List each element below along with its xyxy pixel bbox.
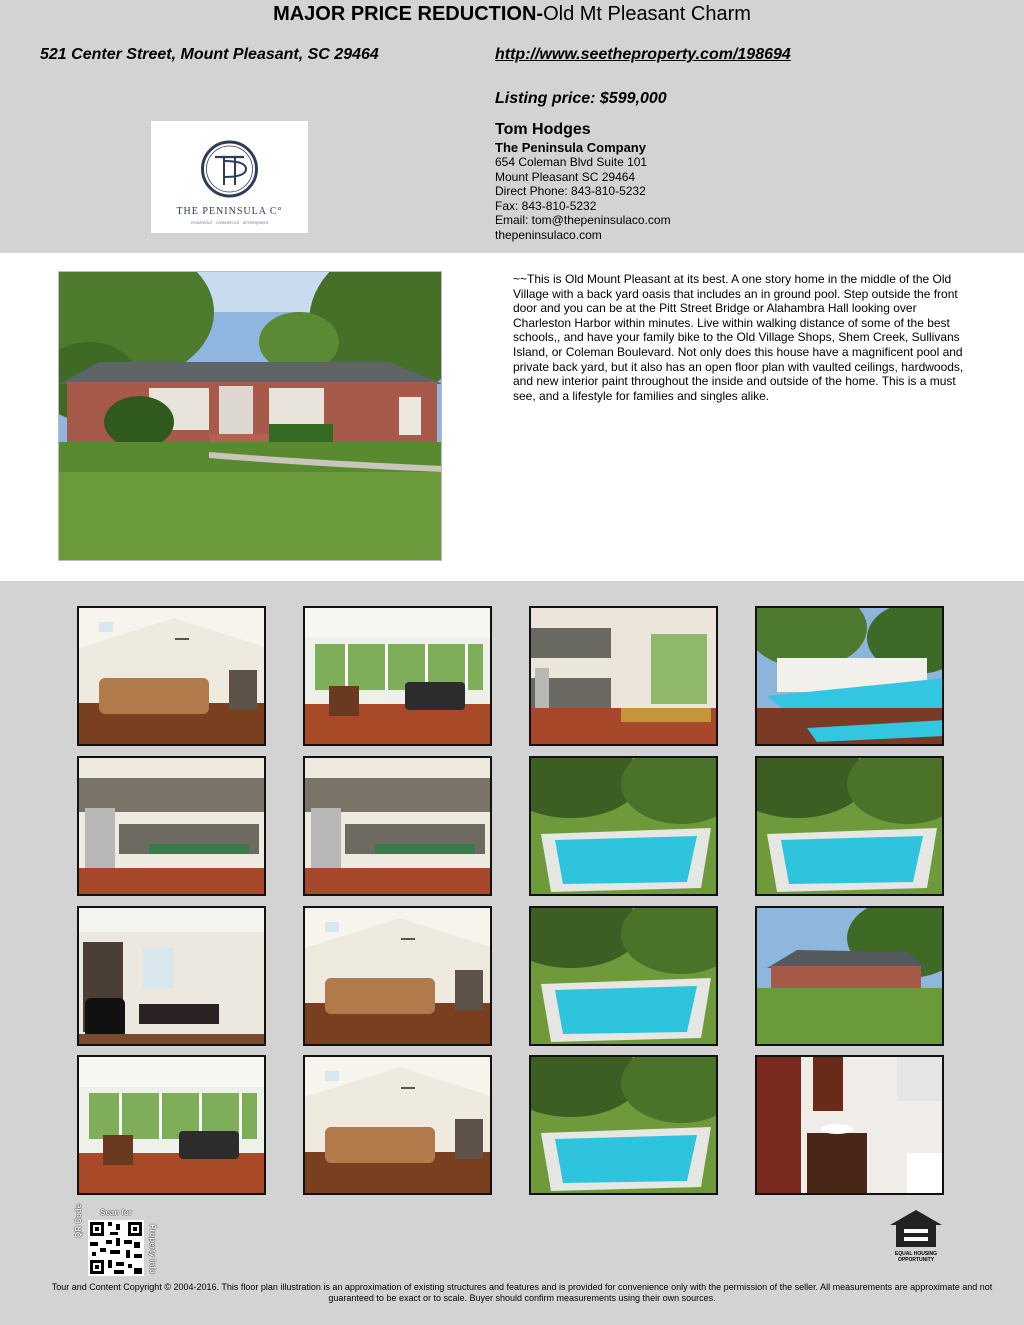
gallery-photo-kitchen-dining[interactable] bbox=[529, 606, 718, 746]
eho-line2: OPPORTUNITY bbox=[897, 1257, 935, 1263]
gallery-photo-kitchen[interactable] bbox=[77, 756, 266, 896]
gallery-photo-pool-deck[interactable] bbox=[755, 606, 944, 746]
agent-name: Tom Hodges bbox=[495, 121, 591, 138]
agent-contact bbox=[495, 120, 671, 243]
title-bold: MAJOR PRICE REDUCTION- bbox=[273, 3, 544, 25]
gallery-photo-office[interactable] bbox=[77, 906, 266, 1046]
title-rest: Old Mt Pleasant Charm bbox=[543, 3, 751, 25]
qr-code-icon bbox=[76, 1208, 156, 1280]
gallery-photo-pool[interactable] bbox=[755, 756, 944, 896]
qr-caption-top: Scan for bbox=[100, 1208, 133, 1217]
gallery-photo-sunroom[interactable] bbox=[303, 606, 492, 746]
property-description: ~~This is Old Mount Pleasant at its best. A one story home in the middle of the Old Village with a back yard oasis that includes an in ground pool. Step outside the front door and you can be at the Pitt Street Bridge or Alahambra Hall looking over Charleston Harbor within minutes. Live within walking distance of some of the best schools,, and have your family bike to the Old Village Shops, Shem Creek, Sullivans Island, or Coleman Boulevard. Not only does this house have a magnificent pool and private back yard, but it also has an open floor plan with vaulted ceilings, hardwoods, and new interior paint throughout the inside and outside of the home. This is a must see, and a lifestyle for families and singles alike. bbox=[513, 272, 964, 403]
logo-tagline: residential · commercial · development bbox=[190, 221, 269, 226]
copyright-notice: Tour and Content Copyright © 2004-2016. This floor plan illustration is an approximation of existing structures and features and is provided for convenience only with the permission of the seller. All measurements are approximate and not guaranteed to be exact or to scale. Buyer should confirm measurements using their own sources. bbox=[51, 1282, 993, 1303]
qr-caption-left: QR Code bbox=[74, 1203, 83, 1238]
agent-email[interactable]: Email: tom@thepeninsulaco.com bbox=[495, 213, 671, 228]
listing-price: Listing price: $599,000 bbox=[495, 90, 667, 107]
company-logo bbox=[151, 121, 308, 233]
gallery-photo-living-room[interactable] bbox=[77, 606, 266, 746]
logo-wordmark: THE PENINSULA C° bbox=[176, 206, 283, 217]
gallery-photo-house-exterior[interactable] bbox=[755, 906, 944, 1046]
qr-caption-right: Property Info bbox=[148, 1224, 157, 1274]
equal-housing-icon bbox=[886, 1207, 946, 1251]
equal-housing-logo bbox=[886, 1207, 946, 1267]
agent-fax: Fax: 843-810-5232 bbox=[495, 198, 597, 213]
agent-address-line1: 654 Coleman Blvd Suite 101 bbox=[495, 155, 648, 169]
gallery-photo-kitchen[interactable] bbox=[303, 756, 492, 896]
agent-company: The Peninsula Company bbox=[495, 140, 646, 155]
gallery-photo-pool[interactable] bbox=[529, 756, 718, 896]
gallery-photo-pool[interactable] bbox=[529, 1055, 718, 1195]
agent-address-line2: Mount Pleasant SC 29464 bbox=[495, 169, 636, 184]
gallery-photo-living-room[interactable] bbox=[303, 906, 492, 1046]
hero-house-photo[interactable] bbox=[58, 271, 442, 561]
gallery-photo-bathroom[interactable] bbox=[755, 1055, 944, 1195]
qr-code-block[interactable] bbox=[74, 1203, 157, 1280]
eho-line1: EQUAL HOUSING bbox=[894, 1251, 938, 1257]
gallery-photo-living-room[interactable] bbox=[303, 1055, 492, 1195]
agent-website[interactable]: thepeninsulaco.com bbox=[495, 227, 602, 242]
property-address: 521 Center Street, Mount Pleasant, SC 29464 bbox=[40, 46, 379, 63]
page-title bbox=[0, 2, 1024, 26]
equal-housing-text bbox=[886, 1251, 946, 1263]
gallery-photo-sunroom[interactable] bbox=[77, 1055, 266, 1195]
agent-phone: Direct Phone: 843-810-5232 bbox=[495, 184, 646, 199]
gallery-photo-pool[interactable] bbox=[529, 906, 718, 1046]
peninsula-monogram-icon bbox=[151, 121, 308, 205]
property-url-link[interactable]: http://www.seetheproperty.com/198694 bbox=[495, 46, 791, 63]
